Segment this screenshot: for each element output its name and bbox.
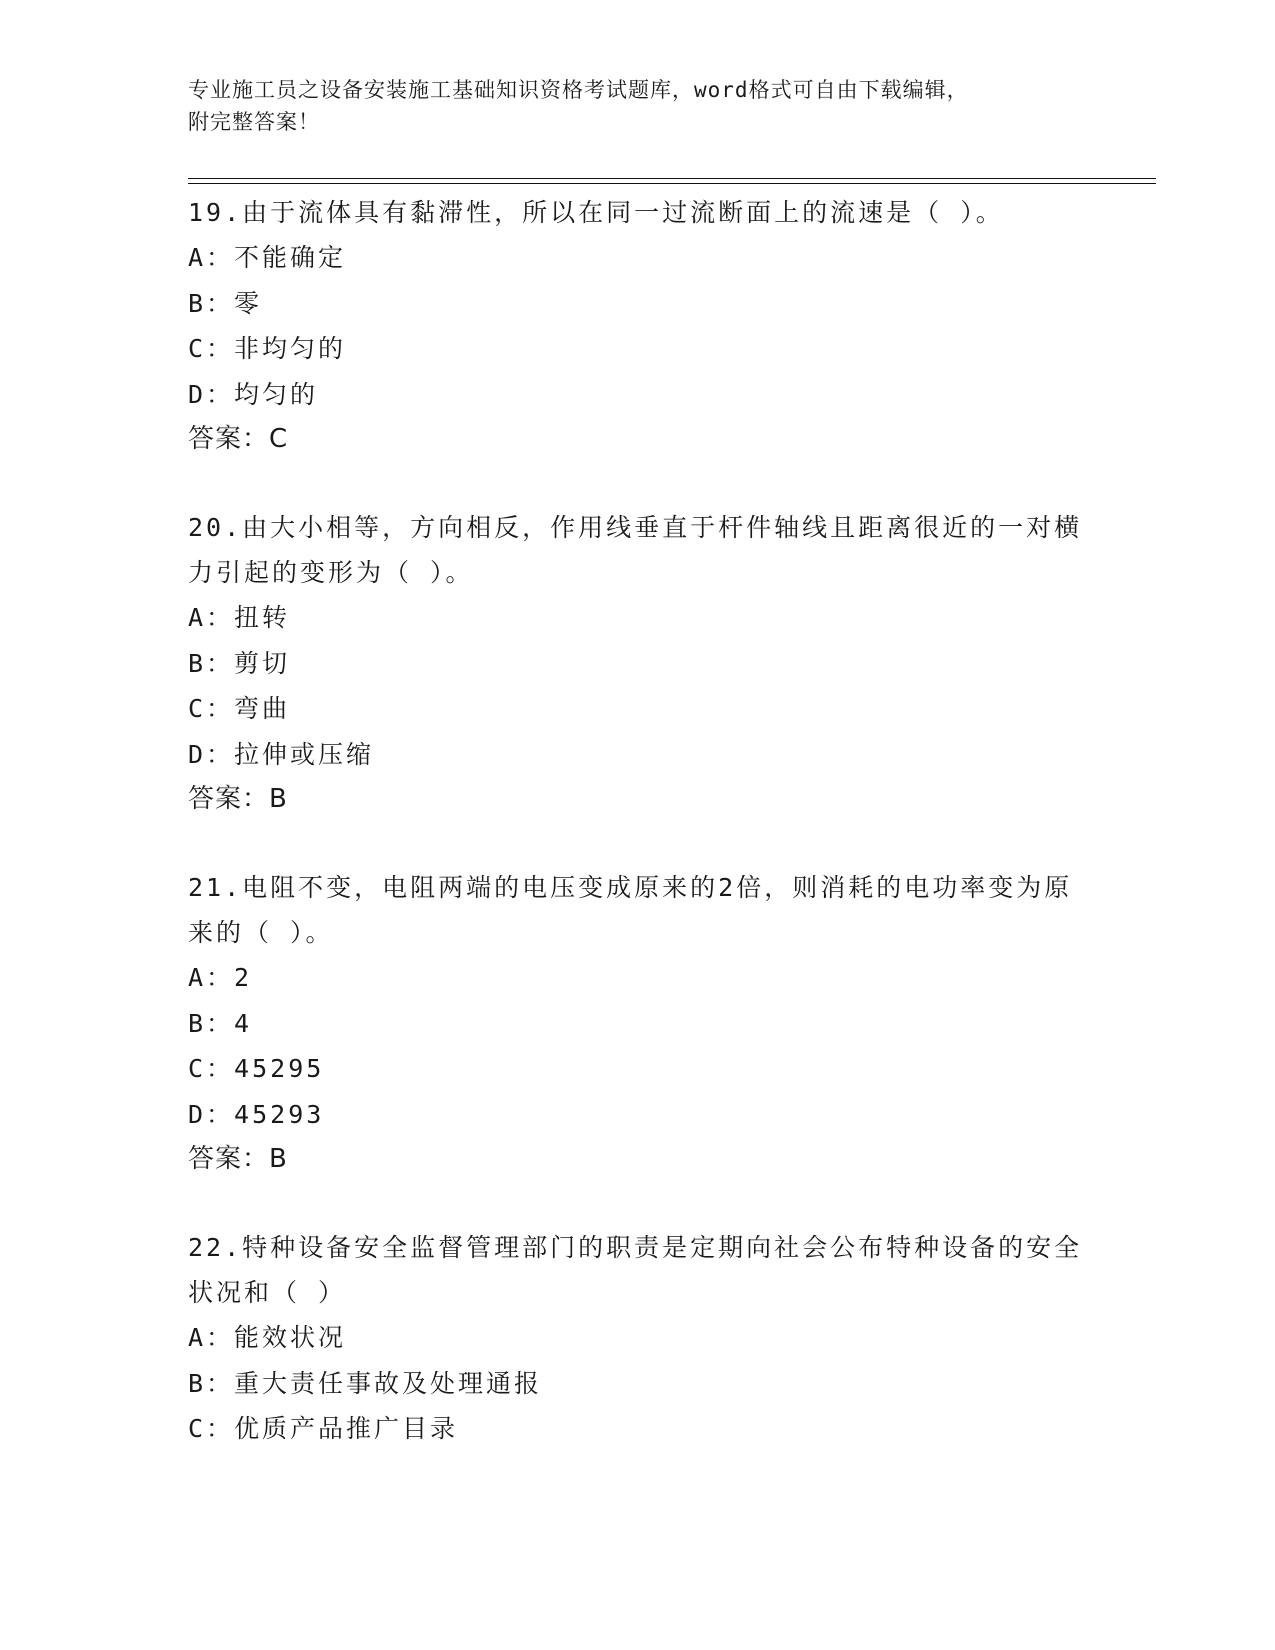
document-header [188,74,1088,138]
option-d: D：均匀的 [188,379,319,409]
option-a: A：能效状况 [188,1323,347,1352]
question-list [188,190,1088,1495]
header-divider-top [188,178,1156,179]
option-a: A：扭转 [188,603,291,632]
option-d: D：45293 [188,1099,325,1129]
answer-line: 答案：C [188,424,289,454]
option-b: B：零 [188,288,263,318]
question-stem: 22.特种设备安全监督管理部门的职责是定期向社会公布特种设备的安全状况和（ ） [188,1233,1083,1307]
header-line-2: 附完整答案！ [188,110,320,134]
question-21 [188,865,1088,1182]
option-a: A：2 [188,963,253,992]
question-20 [188,505,1088,822]
question-stem: 20.由大小相等，方向相反，作用线垂直于杆件轴线且距离很近的一对横力引起的变形为（ ）。 [188,513,1083,587]
question-stem: 21.电阻不变，电阻两端的电压变成原来的2倍，则消耗的电功率变为原来的（ ）。 [188,873,1073,947]
option-c: C：非均匀的 [188,334,347,363]
option-d: D：拉伸或压缩 [188,739,375,769]
answer-line: 答案：B [188,784,288,814]
option-c: C：45295 [188,1054,325,1083]
option-b: B：重大责任事故及处理通报 [188,1368,543,1398]
option-a: A：不能确定 [188,243,347,272]
option-c: C：弯曲 [188,694,291,723]
header-line-1: 专业施工员之设备安装施工基础知识资格考试题库，word格式可自由下载编辑， [188,78,969,102]
question-19 [188,190,1088,462]
question-stem: 19.由于流体具有黏滞性，所以在同一过流断面上的流速是（ ）。 [188,198,1004,227]
option-b: B：剪切 [188,648,291,678]
option-b: B：4 [188,1008,253,1038]
question-22 [188,1225,1088,1452]
header-divider-bottom [188,183,1156,184]
option-c: C：优质产品推广目录 [188,1414,459,1443]
answer-line: 答案：B [188,1144,288,1174]
